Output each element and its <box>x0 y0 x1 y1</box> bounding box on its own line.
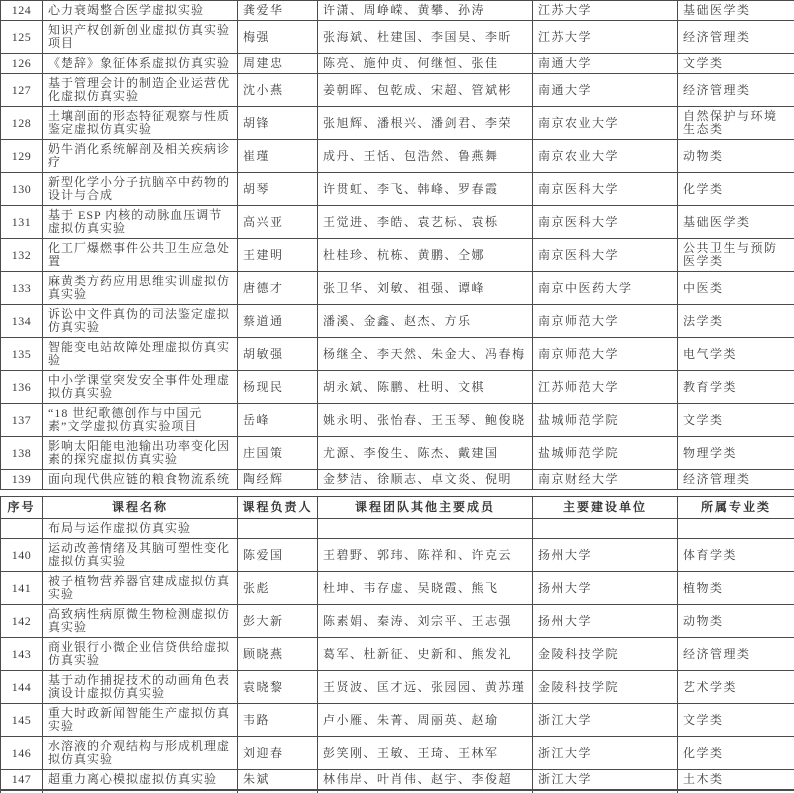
cell-professional-category: 化学类 <box>678 737 794 770</box>
cell-construction-unit: 扬州大学 <box>533 572 678 605</box>
projects-table-lower <box>0 496 794 790</box>
cell-course-leader: 龚爱华 <box>238 1 318 21</box>
cell-row-number: 137 <box>1 404 43 437</box>
cell-row-number: 126 <box>1 54 43 74</box>
table-row <box>1 371 794 404</box>
cell-course-name: 基于动作捕捉技术的动画角色表演设计虚拟仿真实验 <box>43 671 238 704</box>
cell-course-name: 影响太阳能电池输出功率变化因素的探究虚拟仿真实验 <box>43 437 238 470</box>
cell-professional-category: 电气学类 <box>678 338 794 371</box>
cell-course-name: 高致病性病原微生物检测虚拟仿真实验 <box>43 605 238 638</box>
table-row <box>1 140 794 173</box>
cell-construction-unit: 金陵科技学院 <box>533 671 678 704</box>
cell-row-number: 129 <box>1 140 43 173</box>
cell-team-members: 王觉进、李皓、袁艺标、袁栎 <box>318 206 533 239</box>
cell-professional-category: 文学类 <box>678 704 794 737</box>
cell-course-leader: 周建忠 <box>238 54 318 74</box>
table-row <box>1 470 794 490</box>
cell-course-name: 化工厂爆燃事件公共卫生应急处置 <box>43 239 238 272</box>
cell-row-number: 125 <box>1 21 43 54</box>
cell-course-leader: 顾晓燕 <box>238 638 318 671</box>
cell-professional-category <box>678 519 794 539</box>
cell-row-number: 143 <box>1 638 43 671</box>
cell-professional-category: 文学类 <box>678 54 794 74</box>
cell-professional-category: 公共卫生与预防医学类 <box>678 239 794 272</box>
table-row <box>1 638 794 671</box>
cell-construction-unit: 浙江大学 <box>533 737 678 770</box>
cell-row-number: 130 <box>1 173 43 206</box>
cell-course-name: 重大时政新闻智能生产虚拟仿真实验 <box>43 704 238 737</box>
cell-course-name: 超重力离心模拟虚拟仿真实验 <box>43 770 238 790</box>
table-row <box>1 54 794 74</box>
cell-construction-unit: 南京师范大学 <box>533 338 678 371</box>
cell-team-members: 张海斌、杜建国、李国昊、李昕 <box>318 21 533 54</box>
cell-professional-category: 经济管理类 <box>678 74 794 107</box>
cell-course-leader: 胡敏强 <box>238 338 318 371</box>
table-row <box>1 21 794 54</box>
cell-team-members: 张卫华、刘敏、祖强、谭峰 <box>318 272 533 305</box>
cell-construction-unit: 南京中医药大学 <box>533 272 678 305</box>
cell-course-name: 水溶液的介观结构与形成机理虚拟仿真实验 <box>43 737 238 770</box>
cell-course-leader: 朱斌 <box>238 770 318 790</box>
table-row <box>1 539 794 572</box>
cell-course-leader: 杨现民 <box>238 371 318 404</box>
col-header-team-members: 课程团队其他主要成员 <box>318 497 533 519</box>
cell-course-leader: 陶经辉 <box>238 470 318 490</box>
cell-construction-unit: 江苏师范大学 <box>533 371 678 404</box>
cell-course-name: 心力衰竭整合医学虚拟实验 <box>43 1 238 21</box>
table-row <box>1 173 794 206</box>
cell-professional-category: 艺术学类 <box>678 671 794 704</box>
table-row <box>1 572 794 605</box>
cell-construction-unit: 南通大学 <box>533 74 678 107</box>
cell-professional-category: 土木类 <box>678 770 794 790</box>
cell-course-name: 基于 ESP 内核的动脉血压调节虚拟仿真实验 <box>43 206 238 239</box>
cell-course-name: 智能变电站故障处理虚拟仿真实验 <box>43 338 238 371</box>
cell-row-number: 134 <box>1 305 43 338</box>
cell-row-number: 141 <box>1 572 43 605</box>
table-row <box>1 404 794 437</box>
cell-row-number: 131 <box>1 206 43 239</box>
table-row <box>1 671 794 704</box>
cell-team-members: 尤源、李俊生、陈杰、戴建国 <box>318 437 533 470</box>
cell-construction-unit: 南通大学 <box>533 54 678 74</box>
cell-professional-category: 自然保护与环境生态类 <box>678 107 794 140</box>
cell-course-leader: 唐德才 <box>238 272 318 305</box>
cell-course-name: 《楚辞》象征体系虚拟仿真实验 <box>43 54 238 74</box>
cell-course-leader <box>238 519 318 539</box>
cell-professional-category: 中医类 <box>678 272 794 305</box>
cell-course-leader: 蔡道通 <box>238 305 318 338</box>
col-header-course-leader: 课程负责人 <box>238 497 318 519</box>
cell-team-members: 杜坤、韦存虚、吴晓霞、熊飞 <box>318 572 533 605</box>
cell-construction-unit: 扬州大学 <box>533 539 678 572</box>
cell-team-members: 成丹、王恬、包浩然、鲁燕舞 <box>318 140 533 173</box>
cell-course-leader: 袁晓黎 <box>238 671 318 704</box>
cell-course-name: 运动改善情绪及其脑可塑性变化虚拟仿真实验 <box>43 539 238 572</box>
cell-course-leader: 彭大新 <box>238 605 318 638</box>
cell-course-name: 被子植物营养器官建成虚拟仿真实验 <box>43 572 238 605</box>
cell-professional-category: 体育学类 <box>678 539 794 572</box>
cell-row-number: 139 <box>1 470 43 490</box>
cell-professional-category: 基础医学类 <box>678 1 794 21</box>
cell-team-members: 胡永斌、陈鹏、杜明、文棋 <box>318 371 533 404</box>
cell-team-members: 葛军、杜新征、史新和、熊发礼 <box>318 638 533 671</box>
header-row <box>1 497 794 519</box>
cell-professional-category: 教育学类 <box>678 371 794 404</box>
table-row <box>1 737 794 770</box>
table-row <box>1 605 794 638</box>
cell-row-number: 138 <box>1 437 43 470</box>
cell-row-number: 128 <box>1 107 43 140</box>
cell-construction-unit: 江苏大学 <box>533 21 678 54</box>
cell-construction-unit: 南京师范大学 <box>533 305 678 338</box>
cell-professional-category: 动物类 <box>678 140 794 173</box>
cell-team-members: 卢小雁、朱菁、周丽英、赵瑜 <box>318 704 533 737</box>
cell-construction-unit: 南京农业大学 <box>533 107 678 140</box>
cell-team-members: 王贤波、匡才远、张园园、黄苏瑾 <box>318 671 533 704</box>
cell-row-number: 142 <box>1 605 43 638</box>
cell-professional-category: 法学类 <box>678 305 794 338</box>
cell-construction-unit: 江苏大学 <box>533 1 678 21</box>
cell-professional-category: 经济管理类 <box>678 21 794 54</box>
cell-course-leader: 胡锋 <box>238 107 318 140</box>
cell-course-leader: 胡琴 <box>238 173 318 206</box>
cell-construction-unit: 盐城师范学院 <box>533 404 678 437</box>
cell-course-name: 基于管理会计的制造企业运营优化虚拟仿真实验 <box>43 74 238 107</box>
cell-course-leader: 张彪 <box>238 572 318 605</box>
cell-construction-unit <box>533 519 678 539</box>
cell-row-number: 127 <box>1 74 43 107</box>
cell-professional-category: 经济管理类 <box>678 638 794 671</box>
cell-construction-unit: 南京财经大学 <box>533 470 678 490</box>
cell-row-number: 146 <box>1 737 43 770</box>
col-header-course-name: 课程名称 <box>43 497 238 519</box>
cell-construction-unit: 南京医科大学 <box>533 239 678 272</box>
col-header-professional-category: 所属专业类 <box>678 497 794 519</box>
cell-construction-unit: 南京医科大学 <box>533 173 678 206</box>
cell-construction-unit: 南京农业大学 <box>533 140 678 173</box>
cell-team-members: 杜桂珍、杭栋、黄鹏、仝娜 <box>318 239 533 272</box>
cell-row-number: 132 <box>1 239 43 272</box>
cell-course-name: 知识产权创新创业虚拟仿真实验项目 <box>43 21 238 54</box>
table-row <box>1 770 794 790</box>
cell-construction-unit: 盐城师范学院 <box>533 437 678 470</box>
cell-course-leader: 高兴亚 <box>238 206 318 239</box>
cell-row-number: 147 <box>1 770 43 790</box>
cell-team-members: 陈素娟、秦涛、刘宗平、王志强 <box>318 605 533 638</box>
cell-course-leader: 岳峰 <box>238 404 318 437</box>
cell-course-name: 新型化学小分子抗脑卒中药物的设计与合成 <box>43 173 238 206</box>
cell-course-name: 奶牛消化系统解剖及相关疾病诊疗 <box>43 140 238 173</box>
cell-team-members: 彭笑刚、王敏、王琦、王林军 <box>318 737 533 770</box>
table-row <box>1 519 794 539</box>
cell-row-number: 133 <box>1 272 43 305</box>
cell-construction-unit: 金陵科技学院 <box>533 638 678 671</box>
cell-construction-unit: 浙江大学 <box>533 770 678 790</box>
table-row <box>1 74 794 107</box>
table-row <box>1 206 794 239</box>
cell-team-members: 杨继全、李天然、朱金大、冯春梅 <box>318 338 533 371</box>
cell-team-members: 金梦洁、徐顺志、卓文炎、倪明 <box>318 470 533 490</box>
table-row <box>1 305 794 338</box>
cell-team-members <box>318 519 533 539</box>
cell-row-number: 140 <box>1 539 43 572</box>
cell-row-number: 144 <box>1 671 43 704</box>
cell-team-members: 潘溪、金鑫、赵杰、方乐 <box>318 305 533 338</box>
cell-construction-unit: 浙江大学 <box>533 704 678 737</box>
table-row <box>1 704 794 737</box>
cell-row-number: 136 <box>1 371 43 404</box>
cell-row-number: 124 <box>1 1 43 21</box>
cell-course-name: 麻黄类方药应用思维实训虚拟仿真实验 <box>43 272 238 305</box>
cell-course-name: 商业银行小微企业信贷供给虚拟仿真实验 <box>43 638 238 671</box>
cell-course-name: 面向现代供应链的粮食物流系统 <box>43 470 238 490</box>
cell-course-leader: 沈小燕 <box>238 74 318 107</box>
cell-professional-category: 物理学类 <box>678 437 794 470</box>
cell-team-members: 王碧野、郭玮、陈祥和、许克云 <box>318 539 533 572</box>
table-row <box>1 107 794 140</box>
cell-course-leader: 王建明 <box>238 239 318 272</box>
cell-construction-unit: 扬州大学 <box>533 605 678 638</box>
cell-team-members: 姚永明、张怡春、王玉琴、鲍俊晓 <box>318 404 533 437</box>
cell-row-number: 135 <box>1 338 43 371</box>
table-row <box>1 1 794 21</box>
cell-course-leader: 韦路 <box>238 704 318 737</box>
cell-course-leader: 梅强 <box>238 21 318 54</box>
cell-professional-category: 化学类 <box>678 173 794 206</box>
cell-course-name: 诉讼中文件真伪的司法鉴定虚拟仿真实验 <box>43 305 238 338</box>
cell-course-leader: 刘迎春 <box>238 737 318 770</box>
cell-course-leader: 崔瑾 <box>238 140 318 173</box>
cell-row-number <box>1 519 43 539</box>
cell-team-members: 姜朝晖、包乾成、宋超、管斌彬 <box>318 74 533 107</box>
table-row <box>1 272 794 305</box>
cell-team-members: 林伟岸、叶肖伟、赵宇、李俊超 <box>318 770 533 790</box>
cell-team-members: 许潇、周峥嵘、黄攀、孙涛 <box>318 1 533 21</box>
cell-professional-category: 植物类 <box>678 572 794 605</box>
cell-professional-category: 基础医学类 <box>678 206 794 239</box>
cell-course-name: 中小学课堂突发安全事件处理虚拟仿真实验 <box>43 371 238 404</box>
cell-course-leader: 陈爱国 <box>238 539 318 572</box>
table-row <box>1 338 794 371</box>
cell-construction-unit: 南京医科大学 <box>533 206 678 239</box>
cell-team-members: 张旭辉、潘根兴、潘剑君、李荣 <box>318 107 533 140</box>
cell-professional-category: 动物类 <box>678 605 794 638</box>
cell-team-members: 许贯虹、李飞、韩峰、罗春霞 <box>318 173 533 206</box>
col-header-no: 序号 <box>1 497 43 519</box>
table-row <box>1 239 794 272</box>
cell-course-name: 布局与运作虚拟仿真实验 <box>43 519 238 539</box>
col-header-construction-unit: 主要建设单位 <box>533 497 678 519</box>
cell-row-number: 145 <box>1 704 43 737</box>
cell-course-name: 土壤剖面的形态特征观察与性质鉴定虚拟仿真实验 <box>43 107 238 140</box>
cell-course-name: “18 世纪歌德创作与中国元素”文学虚拟仿真实验项目 <box>43 404 238 437</box>
table-row <box>1 437 794 470</box>
cell-professional-category: 经济管理类 <box>678 470 794 490</box>
cell-team-members: 陈亮、施仲贞、何继恒、张佳 <box>318 54 533 74</box>
cell-course-leader: 庄国策 <box>238 437 318 470</box>
cell-professional-category: 文学类 <box>678 404 794 437</box>
